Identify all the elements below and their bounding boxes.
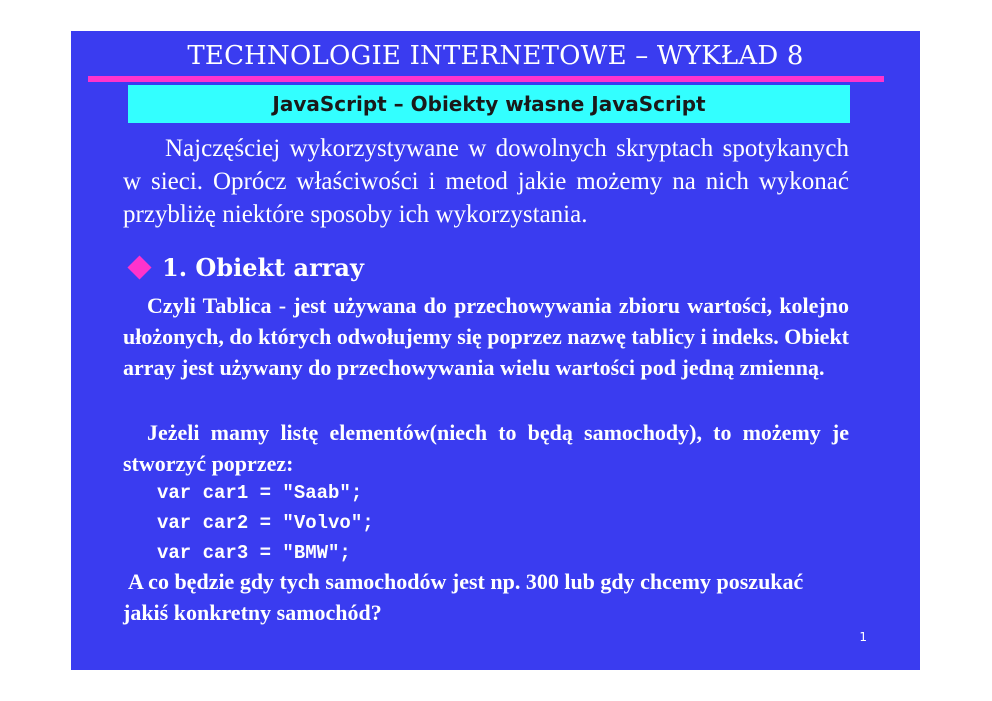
section-heading-text: 1. Obiekt array: [162, 253, 364, 282]
page-number: 1: [859, 630, 867, 644]
slide: [71, 31, 920, 670]
code-block: [157, 478, 374, 568]
array-description-paragraph: Czyli Tablica - jest używana do przechowywania zbioru wartości, kolejno ułożonych, do których odwołujemy się poprzez nazwę tablicy i indeks. Obiekt array jest używany do przechowywania wielu wartości pod jedną zmienną.: [123, 293, 850, 380]
subtitle-bar: [128, 85, 850, 123]
code-line: var car2 = "Volvo";: [157, 512, 374, 534]
code-line: var car1 = "Saab";: [157, 482, 363, 504]
diamond-icon: [127, 255, 151, 279]
closing-question: A co będzie gdy tych samochodów jest np. 300 lub gdy chcemy poszukać jakiś konkretny samochód?: [123, 569, 804, 625]
code-line: var car3 = "BMW";: [157, 542, 351, 564]
cars-example-paragraph: Jeżeli mamy listę elementów(niech to będą samochody), to możemy je stworzyć poprzez:: [123, 420, 849, 476]
header-title: TECHNOLOGIE INTERNETOWE – WYKŁAD 8: [187, 41, 804, 71]
section-heading: [125, 253, 364, 282]
subtitle: JavaScript – Obiekty własne JavaScript: [272, 92, 706, 116]
header-divider: [88, 76, 884, 82]
intro-paragraph: Najczęściej wykorzystywane w dowolnych skryptach spotykanych w sieci. Oprócz właściwości i metod jakie możemy na nich wykonać przybliżę niektóre sposoby ich wykorzystania.: [123, 135, 849, 228]
